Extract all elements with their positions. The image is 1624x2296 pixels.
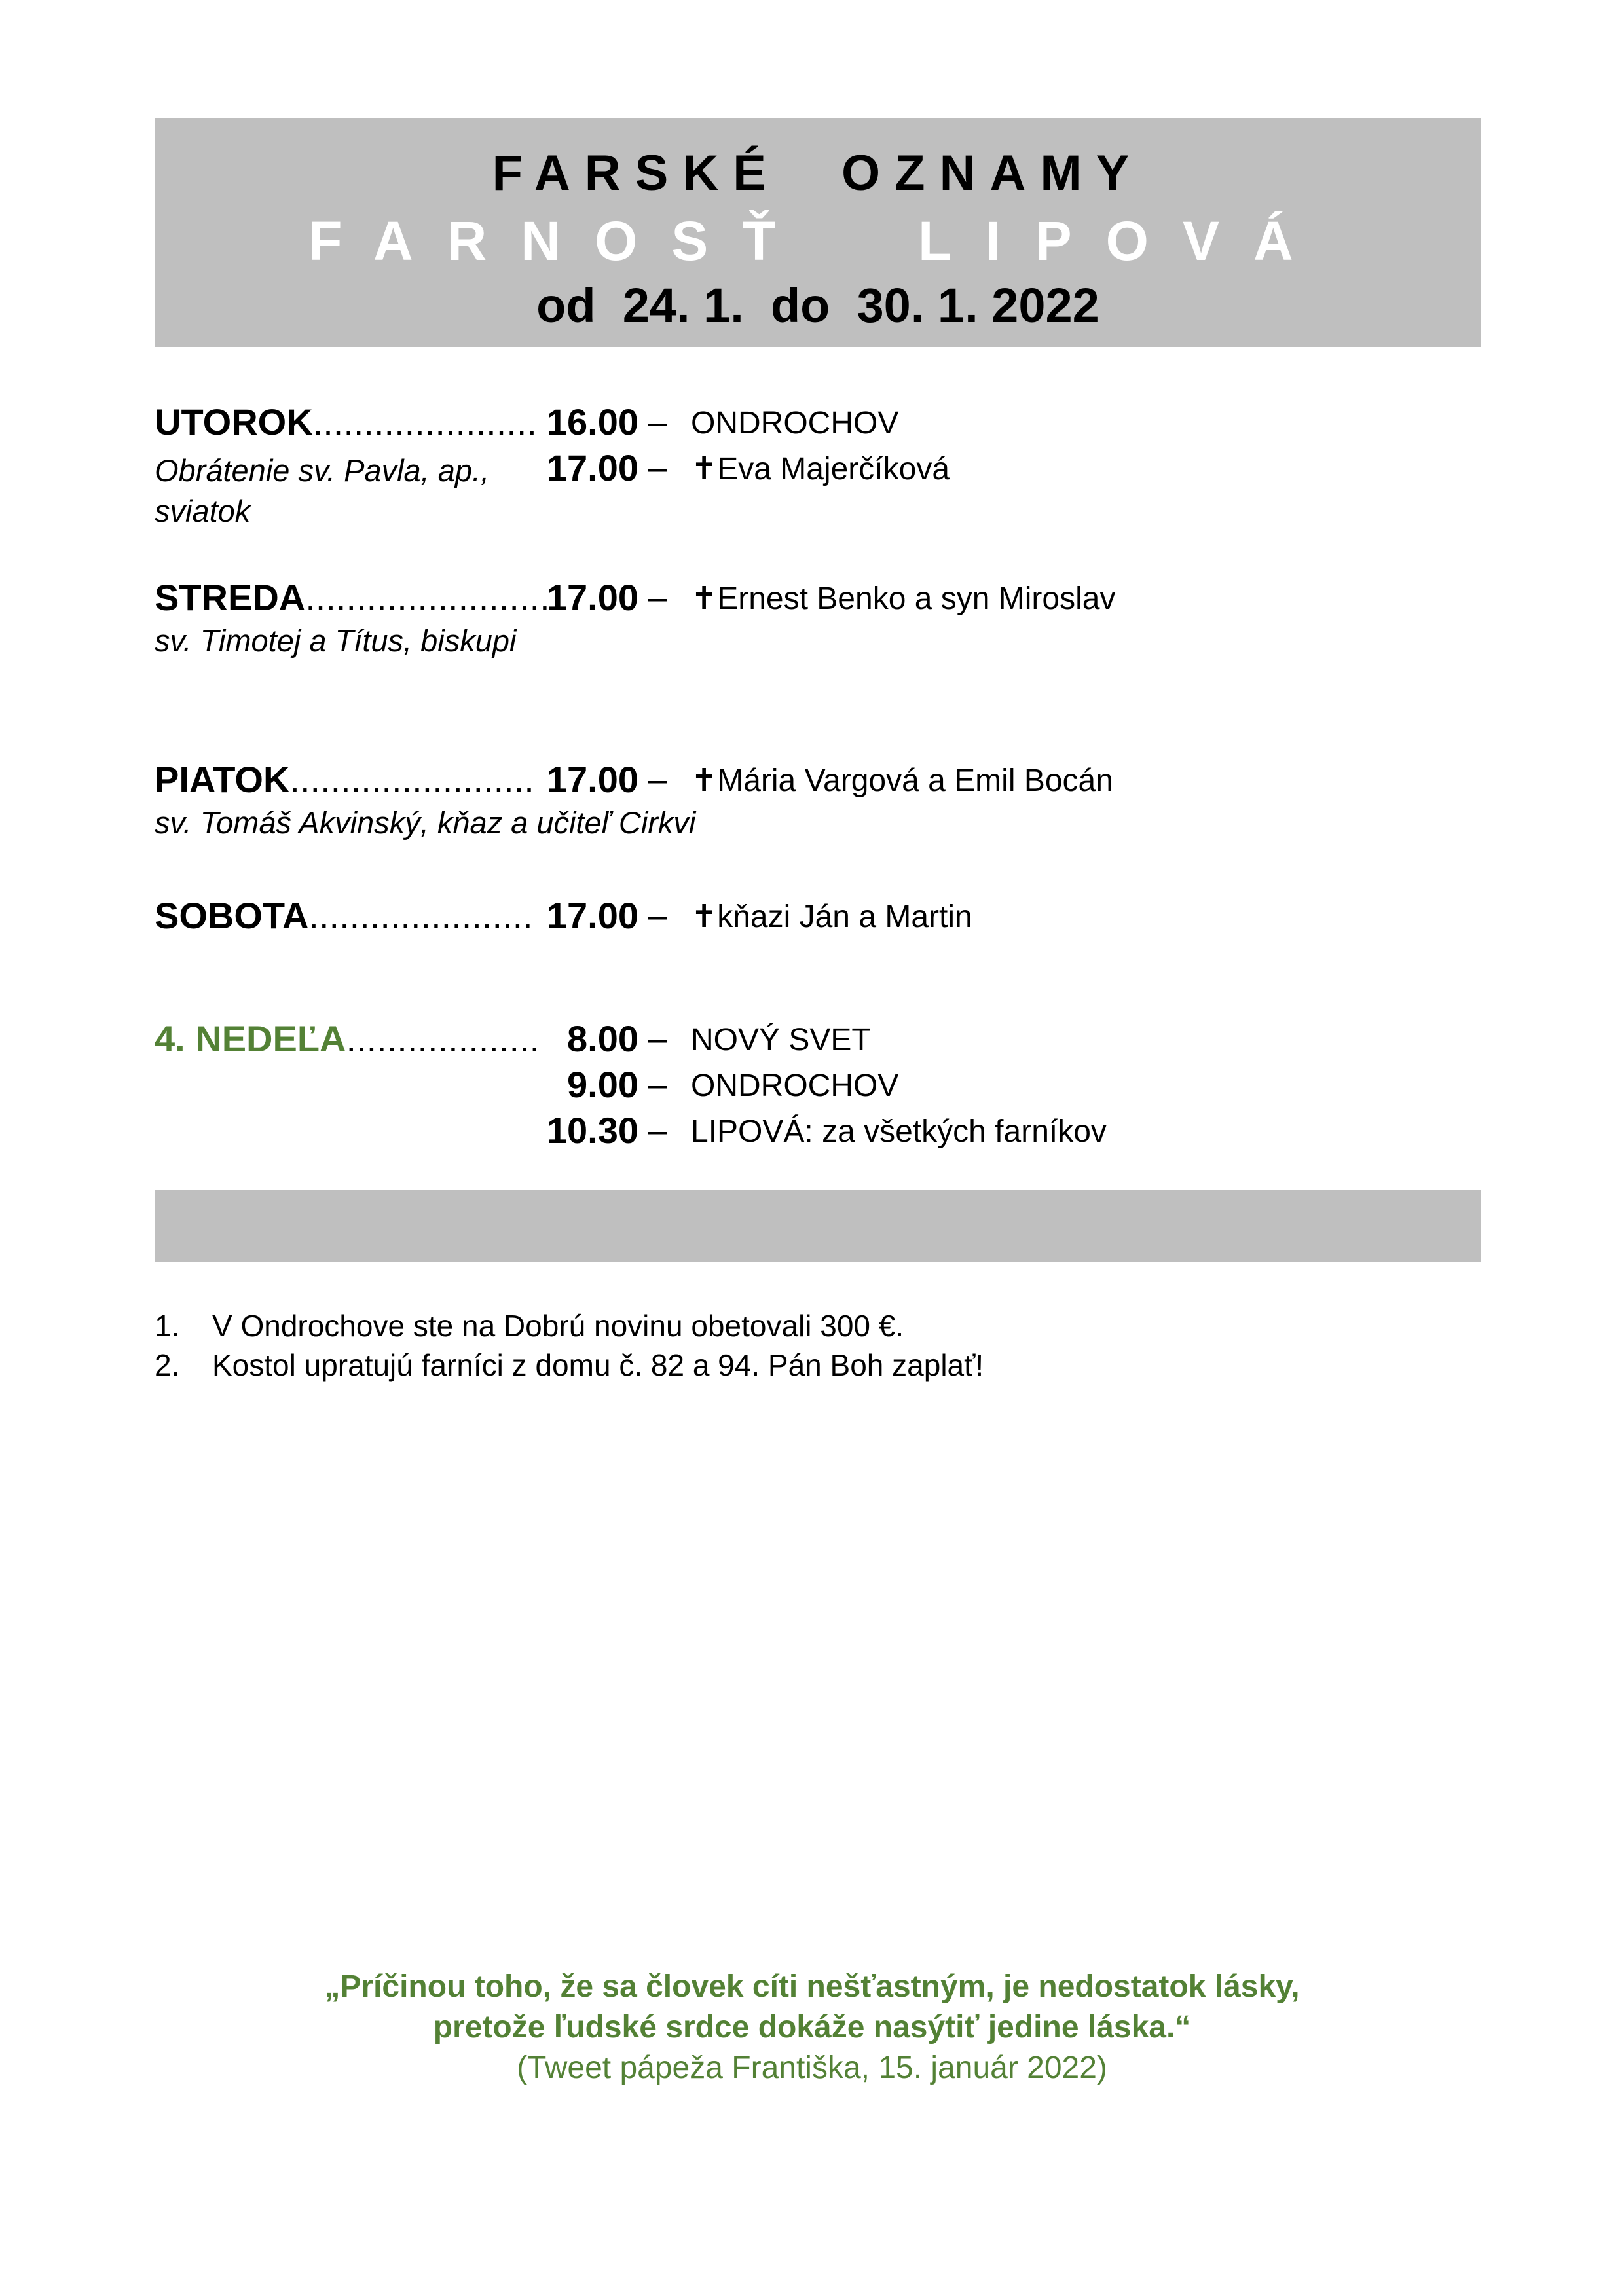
quote-source: (Tweet pápeža Františka, 15. január 2022) bbox=[517, 2050, 1107, 2085]
mass-time: 10.30 bbox=[546, 1110, 638, 1151]
divider-bar bbox=[155, 1190, 1481, 1262]
list-number: 2. bbox=[155, 1348, 180, 1382]
page-title: FARSKÉ OZNAMY bbox=[492, 145, 1144, 201]
mass-intention: ✝Mária Vargová a Emil Bocán bbox=[691, 763, 1113, 798]
parish-name: FARNOSŤ LIPOVÁ bbox=[308, 210, 1327, 272]
mass-time: 9.00 bbox=[567, 1064, 638, 1105]
mass-time: 16.00 bbox=[546, 401, 638, 443]
mass-dash: – bbox=[648, 1066, 667, 1104]
quote-line: pretože ľudské srdce dokáže nasýtiť jedine láska.“ bbox=[433, 2010, 1191, 2045]
leader-dots: ........................ bbox=[289, 759, 534, 800]
quote-line: „Príčinou toho, že sa človek cíti nešťastným, je nedostatok lásky, bbox=[324, 1969, 1300, 2004]
mass-time: 17.00 bbox=[546, 759, 638, 800]
list-text: V Ondrochove ste na Dobrú novinu obetovali 300 €. bbox=[212, 1309, 904, 1343]
leader-dots: ................... bbox=[346, 1018, 540, 1059]
mass-time: 17.00 bbox=[546, 577, 638, 618]
mass-dash: – bbox=[648, 449, 667, 487]
leader-dots: ........................ bbox=[305, 577, 550, 618]
day-label: PIATOK bbox=[155, 759, 290, 800]
closing-quote bbox=[0, 1967, 1624, 2088]
mass-intention: ✝Ernest Benko a syn Miroslav bbox=[691, 581, 1116, 616]
header-banner bbox=[155, 118, 1481, 347]
feast-description: Obrátenie sv. Pavla, ap., sviatok bbox=[155, 453, 490, 528]
leader-dots: ...................... bbox=[312, 401, 537, 443]
mass-time: 17.00 bbox=[546, 447, 638, 488]
date-range: od 24. 1. do 30. 1. 2022 bbox=[536, 278, 1099, 333]
list-number: 1. bbox=[155, 1309, 180, 1343]
feast-description: sv. Timotej a Títus, biskupi bbox=[155, 623, 517, 658]
mass-dash: – bbox=[648, 579, 667, 617]
mass-intention: ONDROCHOV bbox=[691, 1068, 899, 1103]
mass-time: 8.00 bbox=[567, 1018, 638, 1059]
feast-description: sv. Tomáš Akvinský, kňaz a učiteľ Cirkvi bbox=[155, 805, 696, 840]
mass-intention: LIPOVÁ: za všetkých farníkov bbox=[691, 1114, 1107, 1149]
day-label: SOBOTA bbox=[155, 895, 309, 936]
mass-time: 17.00 bbox=[546, 895, 638, 936]
mass-dash: – bbox=[648, 403, 667, 441]
mass-dash: – bbox=[648, 761, 667, 799]
mass-dash: – bbox=[648, 1112, 667, 1150]
leader-dots: ...................... bbox=[308, 895, 533, 936]
list-text: Kostol upratujú farníci z domu č. 82 a 94. Pán Boh zaplať! bbox=[212, 1348, 984, 1382]
day-label: UTOROK bbox=[155, 401, 313, 443]
mass-dash: – bbox=[648, 1020, 667, 1058]
day-label: 4. NEDEĽA bbox=[155, 1018, 346, 1059]
mass-intention: NOVÝ SVET bbox=[691, 1023, 871, 1057]
mass-dash: – bbox=[648, 897, 667, 935]
mass-intention: ONDROCHOV bbox=[691, 406, 899, 441]
day-label: STREDA bbox=[155, 577, 306, 618]
mass-intention: ✝Eva Majerčíková bbox=[691, 452, 950, 486]
mass-intention: ✝kňazi Ján a Martin bbox=[691, 900, 972, 934]
